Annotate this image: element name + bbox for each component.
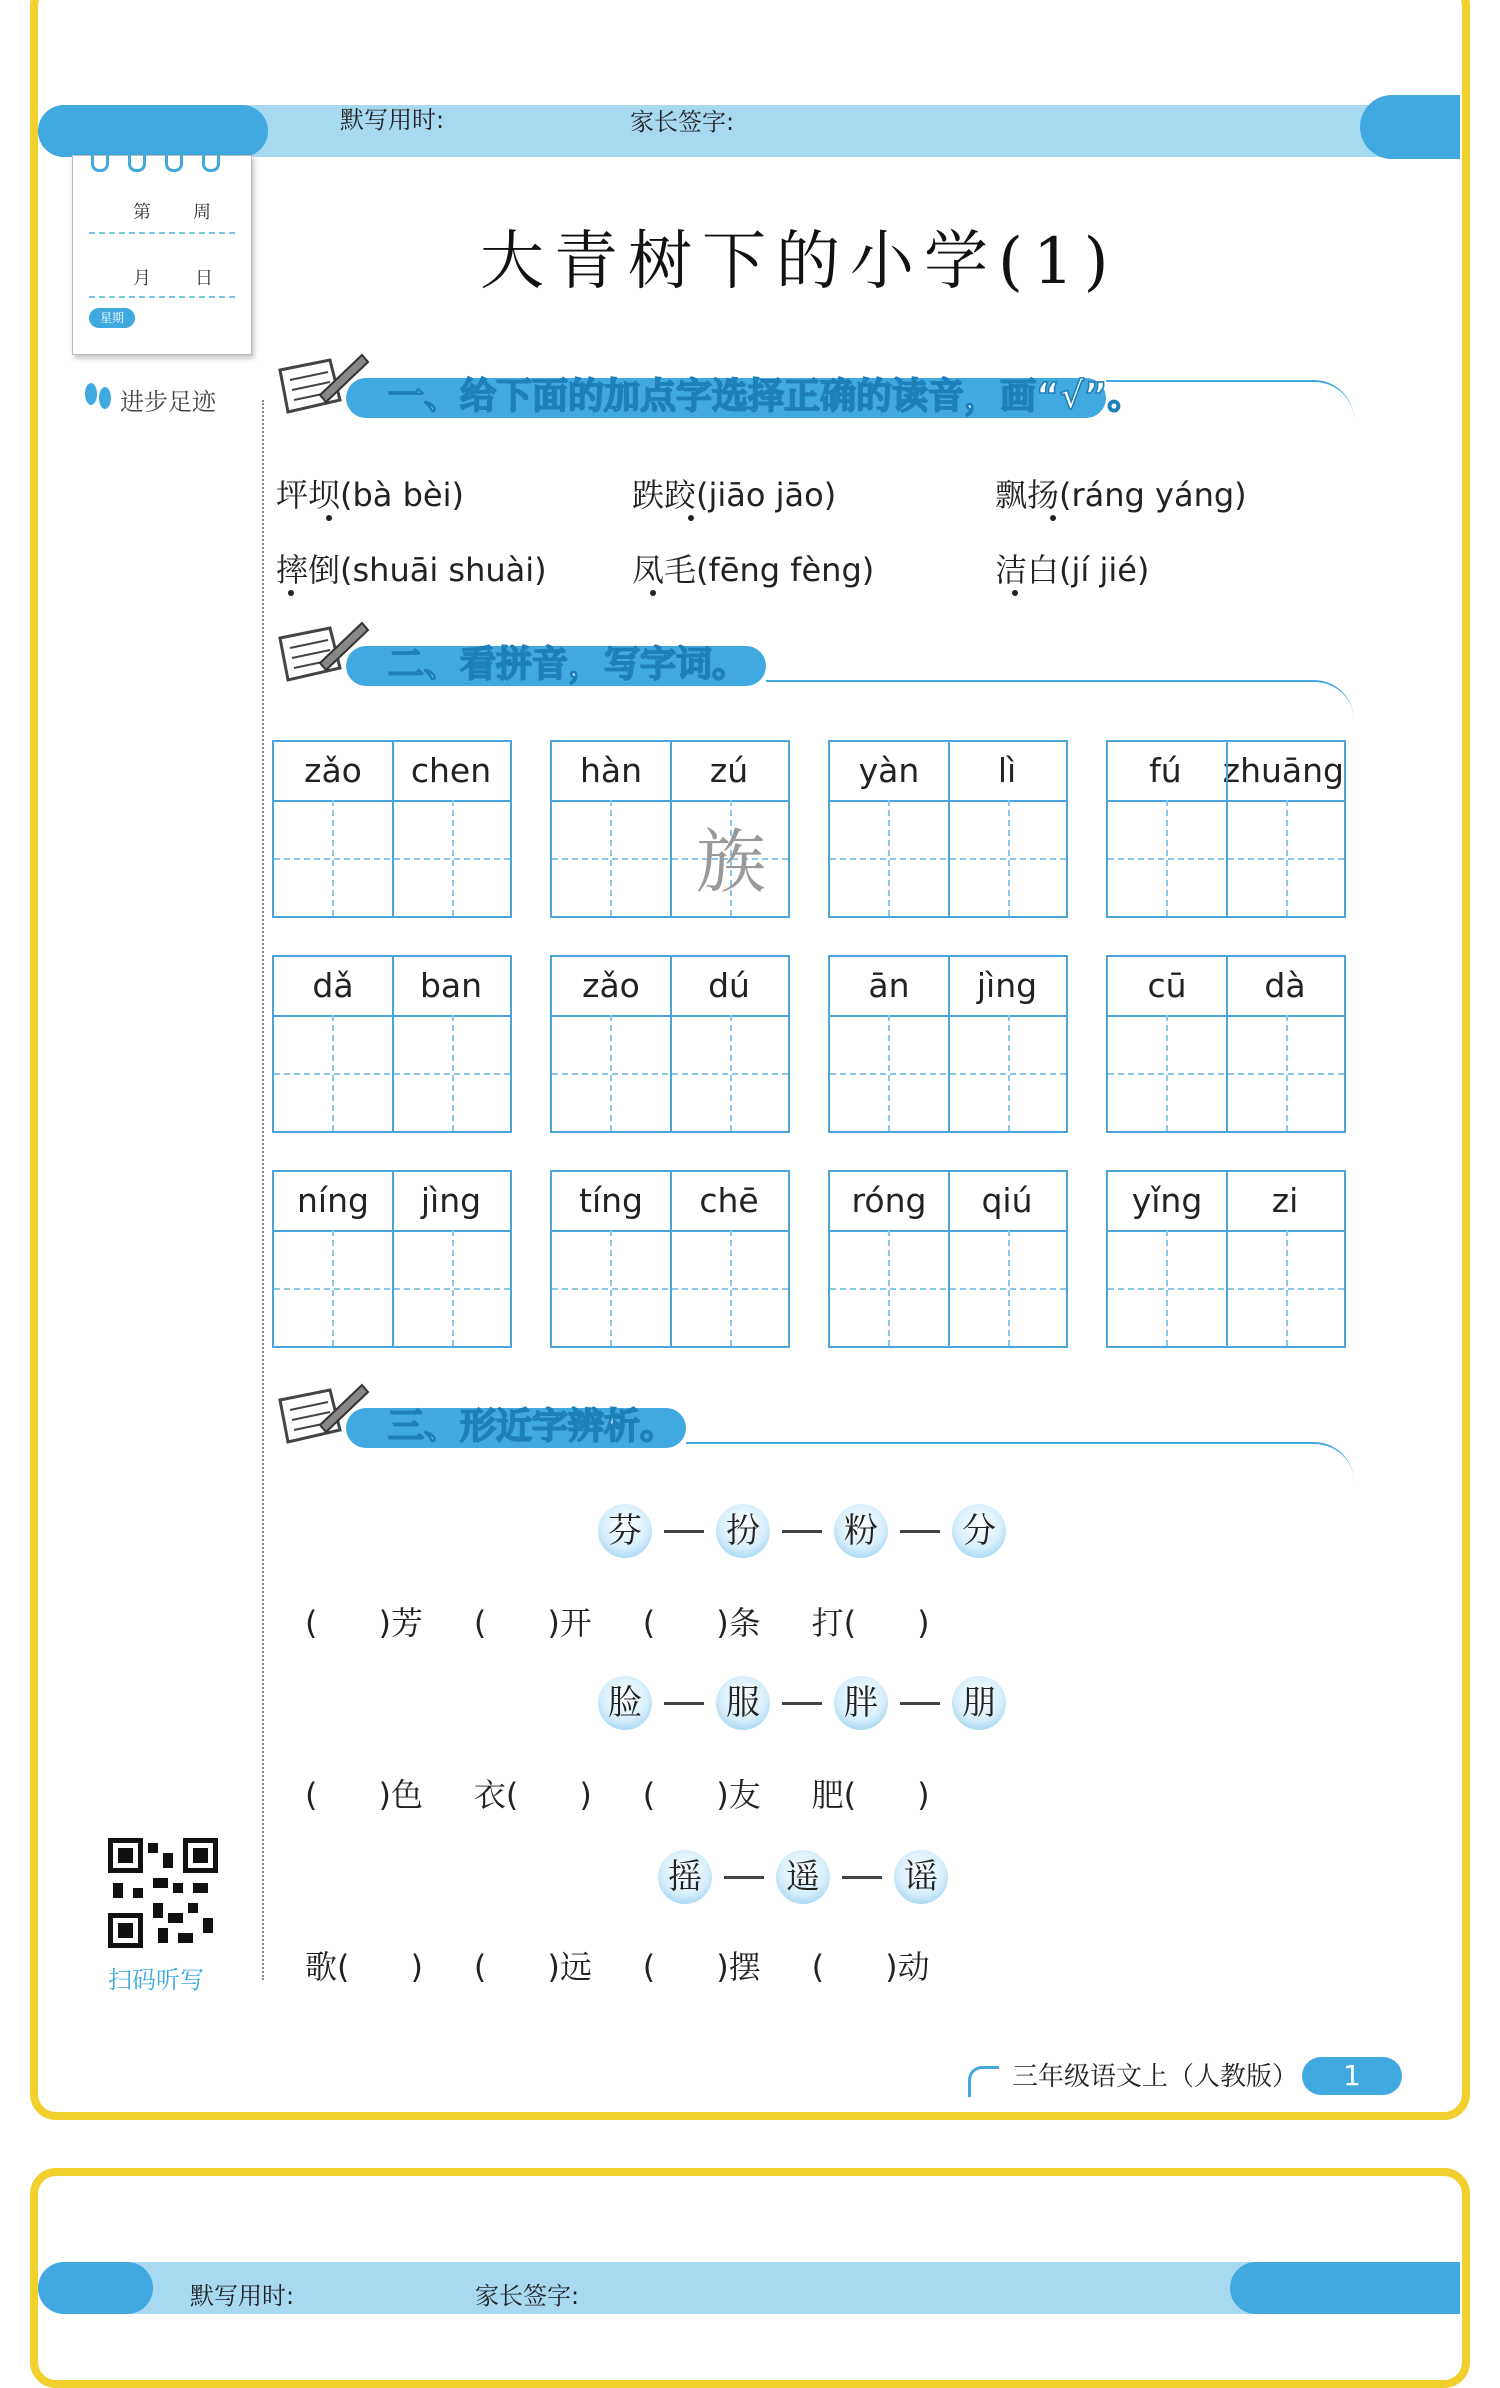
section-1-header (270, 350, 1360, 420)
header-bar-left-cap (38, 2262, 153, 2314)
month-label: 月 (133, 268, 151, 289)
page-title: 大青树下的小学(1) (480, 225, 1119, 299)
week-suffix: 周 (193, 202, 211, 223)
ring-icon (128, 126, 146, 172)
guide-line (888, 1015, 890, 1131)
connector (842, 1876, 882, 1879)
sample-character: 族 (696, 821, 766, 903)
dictation-time-label: 默写用时: (190, 2282, 295, 2310)
divider (89, 296, 235, 298)
pinyin-label: jìng (976, 966, 1038, 1005)
guide-line (730, 1015, 732, 1131)
pinyin-label: zi (1271, 1181, 1299, 1220)
pinyin-label: jìng (420, 1181, 482, 1220)
guide-line (1286, 1015, 1288, 1131)
pinyin-label: hàn (579, 751, 643, 790)
ring-icon (91, 126, 109, 172)
guide-line (452, 1230, 454, 1346)
cell-divider (670, 957, 672, 1131)
ring-icon (165, 126, 183, 172)
qr-code-icon[interactable] (108, 1838, 218, 1948)
reading-item[interactable]: 摔倒(shuāi shuài) (276, 551, 547, 589)
fill-blank-row[interactable]: 歌( ) ( )远 ( )摆 ( )动 (305, 1948, 930, 1986)
guide-line (610, 1015, 612, 1131)
pinyin-writing-box[interactable] (828, 1170, 1068, 1348)
page-number: 1 (1302, 2057, 1402, 2095)
pinyin-label: zǎo (582, 966, 640, 1005)
guide-line (610, 800, 612, 916)
pinyin-writing-box[interactable] (272, 1170, 512, 1348)
char-circle: 扮 (716, 1504, 770, 1558)
pinyin-label: yǐng (1131, 1181, 1203, 1220)
cell-divider (948, 957, 950, 1131)
guide-line (1286, 1230, 1288, 1346)
similar-chars-group-2 (598, 1676, 1006, 1730)
guide-line (452, 800, 454, 916)
week-prefix: 第 (133, 202, 151, 223)
pinyin-label: chē (699, 1181, 759, 1220)
guide-line (332, 800, 334, 916)
connector (900, 1702, 940, 1705)
char-circle: 摇 (658, 1850, 712, 1904)
section-2-header (270, 618, 1360, 688)
day-label: 日 (195, 268, 213, 289)
footer-curve (968, 2066, 999, 2097)
pinyin-label: lì (997, 751, 1017, 790)
guide-line (274, 1288, 510, 1290)
pinyin-label: tíng (579, 1181, 643, 1220)
emphasis-dot (650, 590, 656, 596)
guide-line (452, 1015, 454, 1131)
parent-sign-label: 家长签字: (475, 2282, 580, 2310)
header-bar-right-cap (1230, 2262, 1460, 2314)
guide-line (274, 858, 510, 860)
connector (900, 1530, 940, 1533)
guide-line (1286, 800, 1288, 916)
guide-line (552, 1073, 788, 1075)
divider (89, 232, 235, 234)
guide-line (552, 1288, 788, 1290)
emphasis-dot (688, 515, 694, 521)
guide-line (1166, 800, 1168, 916)
guide-line (1108, 1073, 1344, 1075)
connector (782, 1530, 822, 1533)
pinyin-writing-box[interactable] (272, 955, 512, 1133)
connector (724, 1876, 764, 1879)
reading-item[interactable]: 坪坝(bà bèi) (276, 476, 464, 514)
emphasis-dot (1050, 515, 1056, 521)
parent-sign-label: 家长签字: (630, 108, 735, 136)
pinyin-label: ān (868, 966, 910, 1005)
page-divider (262, 400, 264, 1980)
guide-line (332, 1230, 334, 1346)
guide-line (888, 800, 890, 916)
cell-divider (392, 957, 394, 1131)
section-2-title: 二、看拼音，写字词。 (388, 644, 749, 685)
pinyin-label: yàn (858, 751, 920, 790)
reading-item[interactable]: 洁白(jí jié) (995, 551, 1150, 589)
char-circle: 分 (952, 1504, 1006, 1558)
qr-label: 扫码听写 (108, 1966, 204, 1994)
reading-item[interactable]: 凤毛(fēng fèng) (632, 551, 875, 589)
cell-divider (948, 742, 950, 916)
pinyin-writing-box[interactable] (828, 955, 1068, 1133)
section-curve (766, 680, 1354, 722)
pinyin-label: zǎo (304, 751, 362, 790)
dictation-time-label: 默写用时: (340, 106, 445, 134)
cell-divider (670, 742, 672, 916)
header-bar-left-cap (38, 105, 268, 157)
pinyin-label: chen (410, 751, 492, 790)
char-circle: 遥 (776, 1850, 830, 1904)
connector (664, 1702, 704, 1705)
pinyin-label: níng (297, 1181, 369, 1220)
cell-divider (948, 1172, 950, 1346)
pinyin-writing-box[interactable] (550, 1170, 790, 1348)
emphasis-dot (326, 515, 332, 521)
cell-divider (1226, 957, 1228, 1131)
guide-line (888, 1230, 890, 1346)
emphasis-dot (1012, 590, 1018, 596)
cell-divider (1226, 742, 1228, 916)
pinyin-writing-box[interactable] (550, 740, 790, 918)
cell-divider (1226, 1172, 1228, 1346)
pinyin-writing-box[interactable] (1106, 1170, 1346, 1348)
guide-line (830, 1288, 1066, 1290)
guide-line (332, 1015, 334, 1131)
guide-line (1166, 1230, 1168, 1346)
pinyin-writing-box[interactable] (1106, 955, 1346, 1133)
pinyin-writing-box[interactable] (550, 955, 790, 1133)
pinyin-label: zú (709, 751, 749, 790)
guide-line (1166, 1015, 1168, 1131)
connector (782, 1702, 822, 1705)
pinyin-writing-box[interactable] (272, 740, 512, 918)
weekday-badge: 星期 (89, 308, 135, 328)
guide-line (1008, 1230, 1010, 1346)
section-curve (686, 1442, 1354, 1484)
guide-line (1108, 858, 1344, 860)
pinyin-label: dǎ (312, 966, 354, 1005)
char-circle: 胖 (834, 1676, 888, 1730)
char-circle: 朋 (952, 1676, 1006, 1730)
pinyin-label: qiú (981, 1181, 1033, 1220)
footprint-icon (80, 378, 116, 414)
guide-line (730, 1230, 732, 1346)
char-circle: 谣 (894, 1850, 948, 1904)
cell-divider (392, 742, 394, 916)
pinyin-label: dà (1264, 966, 1306, 1005)
pinyin-label: dú (708, 966, 750, 1005)
progress-label: 进步足迹 (120, 388, 216, 416)
pinyin-label: zhuāng (1222, 751, 1344, 790)
book-label: 三年级语文上（人教版） (1012, 2062, 1299, 2092)
ring-icon (202, 126, 220, 172)
char-circle: 芬 (598, 1504, 652, 1558)
pinyin-label: cū (1147, 966, 1187, 1005)
guide-line (1108, 1288, 1344, 1290)
guide-line (610, 1230, 612, 1346)
section-3-header (270, 1380, 1360, 1450)
connector (664, 1530, 704, 1533)
pinyin-label: fú (1149, 751, 1182, 790)
section-3-title: 三、形近字辨析。 (388, 1406, 677, 1447)
guide-line (830, 1073, 1066, 1075)
date-calendar (72, 155, 252, 355)
fill-blank-row[interactable]: ( )芳 ( )开 ( )条 打( ) (305, 1604, 930, 1642)
emphasis-dot (288, 590, 294, 596)
pinyin-label: ban (419, 966, 483, 1005)
similar-chars-group-3 (658, 1850, 948, 1904)
guide-line (830, 858, 1066, 860)
char-circle: 粉 (834, 1504, 888, 1558)
pinyin-writing-box[interactable] (1106, 740, 1346, 918)
similar-chars-group-1 (598, 1504, 1006, 1558)
guide-line (1008, 1015, 1010, 1131)
char-circle: 脸 (598, 1676, 652, 1730)
guide-line (1008, 800, 1010, 916)
reading-item[interactable]: 跌跤(jiāo jāo) (632, 476, 837, 514)
pinyin-writing-box[interactable] (828, 740, 1068, 918)
guide-line (274, 1073, 510, 1075)
fill-blank-row[interactable]: ( )色 衣( ) ( )友 肥( ) (305, 1776, 930, 1814)
section-1-title: 一、给下面的加点字选择正确的读音，画“√”。 (388, 376, 1144, 417)
char-circle: 服 (716, 1676, 770, 1730)
cell-divider (392, 1172, 394, 1346)
cell-divider (670, 1172, 672, 1346)
reading-item[interactable]: 飘扬(ráng yáng) (995, 476, 1247, 514)
pinyin-label: róng (851, 1181, 927, 1220)
header-bar-right-cap (1360, 95, 1460, 159)
